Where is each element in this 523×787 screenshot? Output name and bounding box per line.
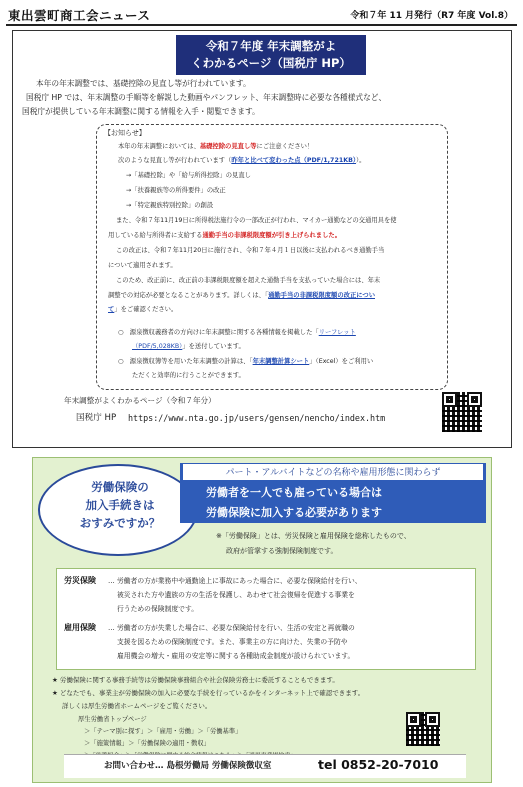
changes-pdf-link[interactable]: 昨年と比べて変わった点（PDF/1,721KB）: [231, 157, 357, 164]
mhlw-path-1: ＞「テーマ別に探す」＞「雇用・労働」＞「労働基準」: [84, 728, 242, 735]
insurance-note-1: ※「労働保険」とは、労災保険と雇用保険を総称したもので、: [216, 532, 411, 540]
koyou-line-1: … 労働者の方が失業した場合に、必要な保険給付を行い、生活の安定と再就職の: [108, 624, 355, 632]
notice-line-8: この改正は、令和７年11月20日に施行され、令和７年４月１日以後に支払われるべき通勤手当: [116, 247, 385, 254]
notice-text: ）。: [356, 157, 366, 164]
star-note-2: ★ どなたでも、事業主が労働保険の加入に必要な手続を行っているかをインターネット上で確認できます。: [52, 689, 365, 697]
nta-qr-code[interactable]: [442, 392, 482, 432]
rousai-label: 労災保険: [64, 576, 96, 585]
header-divider: [6, 24, 517, 26]
intro-line-2: 国税庁 HP では、年末調整の手順等を解説した動画やパンフレット、年末調整時に必要な各種様式など、: [26, 93, 387, 102]
headline-line-1: 労働者を一人でも雇っている場合は: [206, 486, 382, 499]
star-note-3: 詳しくは厚生労働省ホームページをご覧ください。: [62, 702, 212, 710]
rousai-line-3: 行うための保険制度です。: [117, 605, 199, 613]
commute-allowance-link[interactable]: 通勤手当の非課税限度額の改正につい: [268, 292, 375, 299]
leaflet-link[interactable]: リーフレット: [318, 329, 356, 336]
star-note-1: ★ 労働保険に関する事務手続等は労働保険事務組合や社会保険労務士に委託することもできます。: [52, 676, 339, 684]
notice-text: 」を送付しています。: [182, 343, 245, 350]
notice-line-10: このため、改正前に、改正前の非課税限度額を超えた通勤手当を支払っていた場合には、年末: [116, 277, 381, 284]
notice-text: ○ 源泉徴収簿等を用いた年末調整の計算は、「: [118, 358, 253, 365]
notice-bullet-1-cont: [132, 340, 245, 353]
koyou-line-3: 雇用機会の増大・雇用の安定等に関する各種助成金制度が設けられています。: [117, 652, 355, 660]
notice-text: 本年の年末調整においては、: [118, 143, 200, 150]
nta-hp-label: 国税庁 HP: [76, 413, 117, 423]
notice-line-12: [108, 303, 177, 316]
intro-line-3: 国税庁が提供している年末調整に関する情報を入手・閲覧できます。: [22, 107, 260, 116]
notice-line-7: [108, 229, 341, 242]
notice-text: ○ 源泉徴収義務者の方向けに年末調整に関する各種情報を掲載した「: [118, 329, 319, 336]
insurance-note-2: 政府が管掌する強制保険制度です。: [226, 547, 338, 555]
rousai-line-2: 被災された方や遺族の方の生活を保護し、あわせて社会復帰を促進する事業を: [117, 591, 355, 599]
notice-text: 次のような見直し等が行われています（: [118, 157, 232, 164]
issue-date: 令和７年 11 月発行（R7 年度 Vol.8）: [350, 11, 513, 21]
nencho-title-banner: [176, 35, 366, 75]
contact-label: お問い合わせ… 島根労働局 労働保険徴収室: [104, 761, 272, 771]
nencho-title-line2: くわかるページ（国税庁 HP）: [191, 56, 351, 70]
notice-bullet-2: [118, 355, 373, 368]
notice-text: 調整での対応が必要となることがあります。詳しくは、「: [108, 292, 269, 299]
koyou-line-2: 支援を図るための保険制度です。また、事業主の方に向けた、失業の予防や: [117, 638, 348, 646]
insurance-bubble-text: [58, 478, 182, 532]
notice-line-11: [108, 289, 375, 302]
mhlw-qr-code[interactable]: [406, 712, 440, 746]
commute-allowance-link-cont[interactable]: て: [108, 306, 115, 313]
mhlw-path-2: ＞「施策情報」＞「労働保険の適用・徴収」: [84, 740, 210, 747]
bubble-line-3: おすみですか？: [79, 516, 161, 530]
bubble-line-2: 加入手続きは: [85, 498, 155, 512]
contact-phone: tel 0852-20-7010: [318, 757, 439, 772]
mhlw-top-page: 厚生労働省トップページ: [78, 716, 147, 723]
notice-bullet-2-cont: ただくと効率的に行うことができます。: [132, 372, 245, 379]
notice-text: 用している給与所得者に支給する: [108, 232, 203, 239]
notice-text: 」（Excel）をご利用い: [309, 358, 374, 365]
rousai-line-1: … 労働者の方が業務中や通勤途上に事故にあった場合に、必要な保険給付を行い、: [108, 577, 362, 585]
koyou-label: 雇用保険: [64, 623, 96, 632]
leaflet-pdf-link[interactable]: （PDF/5,028KB）: [132, 343, 183, 350]
nencho-page-label: 年末調整がよくわかるページ（令和７年分）: [64, 396, 216, 405]
notice-line-4: →「扶養親族等の所得要件」の改正: [126, 187, 226, 194]
notice-line-2: [118, 154, 365, 167]
notice-line-1: [118, 140, 313, 153]
nencho-title-line1: 令和７年度 年末調整がよ: [205, 39, 337, 53]
notice-text: にご注意ください！: [256, 143, 314, 150]
headline-top: パート・アルバイトなどの名称や雇用形態に関わらず: [182, 463, 484, 481]
headline-line-2: 労働保険に加入する必要があります: [206, 506, 382, 519]
notice-label: 【お知らせ】: [104, 129, 146, 137]
nta-url[interactable]: https://www.nta.go.jp/users/gensen/nencho/index.htm: [128, 413, 386, 423]
newsletter-name: 東出雲町商工会ニュース: [8, 8, 151, 23]
bubble-line-1: 労働保険の: [91, 480, 149, 494]
notice-line-3: →「基礎控除」や「給与所得控除」の見直し: [126, 172, 251, 179]
notice-highlight: 基礎控除の見直し等: [199, 143, 257, 150]
notice-bullet-1: [118, 326, 356, 339]
notice-line-5: →「特定親族特別控除」の創設: [126, 202, 214, 209]
notice-line-6: また、令和７年11月19日に所得税法施行令の一部改正が行われ、マイカー通勤などの交通用具を使: [116, 217, 397, 224]
intro-line-1: 本年の年末調整では、基礎控除の見直し等が行われています。: [36, 79, 251, 88]
calc-sheet-link[interactable]: 年末調整計算シート: [252, 358, 310, 365]
notice-line-9: について適用されます。: [108, 262, 177, 269]
notice-text: 」をご確認ください。: [114, 306, 178, 313]
notice-highlight: 通勤手当の非課税限度額が引き上げられました。: [202, 232, 341, 239]
